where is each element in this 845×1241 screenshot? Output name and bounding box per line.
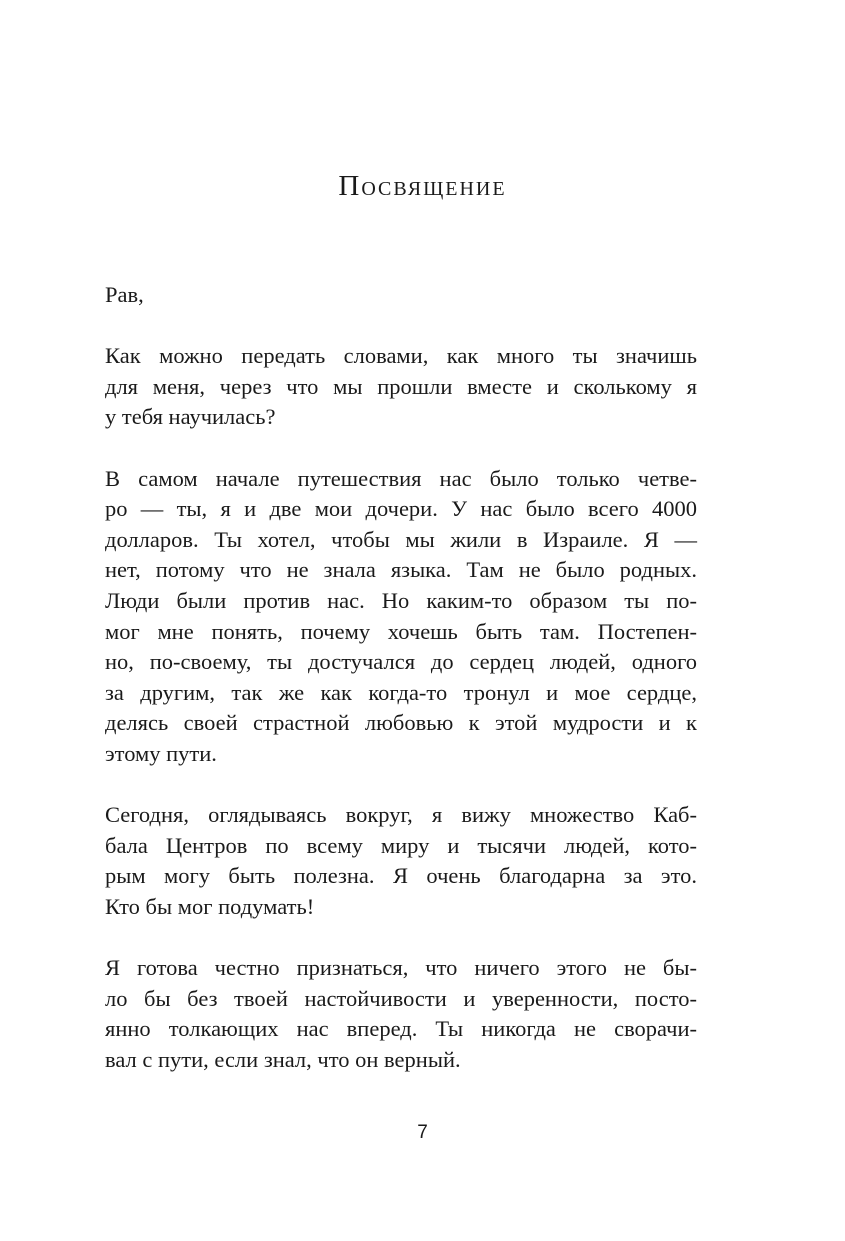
- text-line: мог мне понять, почему хочешь быть там. Постепен-: [105, 618, 697, 644]
- text-line: Рав,: [105, 282, 144, 307]
- text-line: вал с пути, если знал, что он верный.: [105, 1046, 461, 1072]
- text-line: рым могу быть полезна. Я очень благодарна за это.: [105, 863, 697, 889]
- page-number: 7: [417, 1122, 428, 1143]
- paragraph-2: [105, 464, 697, 770]
- text-line: но, по-своему, ты достучался до сердец людей, одного: [105, 649, 697, 675]
- text-line: бала Центров по всему миру и тысячи людей, кото-: [105, 832, 697, 858]
- text-line: этому пути.: [105, 740, 217, 766]
- chapter-title: Посвящение: [338, 170, 507, 202]
- text-line: за другим, так же как когда-то тронул и мое сердце,: [105, 679, 697, 705]
- paragraph-1: [105, 341, 697, 433]
- text-line: Как можно передать словами, как много ты значишь: [105, 343, 697, 369]
- text-line: янно толкающих нас вперед. Ты никогда не сворачи-: [105, 1016, 697, 1042]
- text-line: долларов. Ты хотел, чтобы мы жили в Израиле. Я —: [105, 526, 697, 552]
- paragraph-salutation: [105, 280, 697, 311]
- dedication-text: [105, 280, 697, 1075]
- text-line: Кто бы мог подумать!: [105, 893, 315, 919]
- paragraph-4: [105, 953, 697, 1075]
- text-line: у тебя научилась?: [105, 404, 276, 430]
- text-line: Я готова честно признаться, что ничего этого не бы-: [105, 955, 697, 981]
- text-line: Сегодня, оглядываясь вокруг, я вижу множество Каб-: [105, 802, 697, 828]
- text-line: В самом начале путешествия нас было только четве-: [105, 465, 697, 491]
- text-line: делясь своей страстной любовью к этой мудрости и к: [105, 710, 697, 736]
- text-line: ло бы без твоей настойчивости и уверенности, посто-: [105, 985, 697, 1011]
- text-line: ро — ты, я и две мои дочери. У нас было всего 4000: [105, 496, 697, 522]
- text-line: нет, потому что не знала языка. Там не было родных.: [105, 557, 697, 583]
- text-line: Люди были против нас. Но каким-то образом ты по-: [105, 587, 697, 613]
- paragraph-3: [105, 800, 697, 922]
- text-line: для меня, через что мы прошли вместе и сколькому я: [105, 373, 697, 399]
